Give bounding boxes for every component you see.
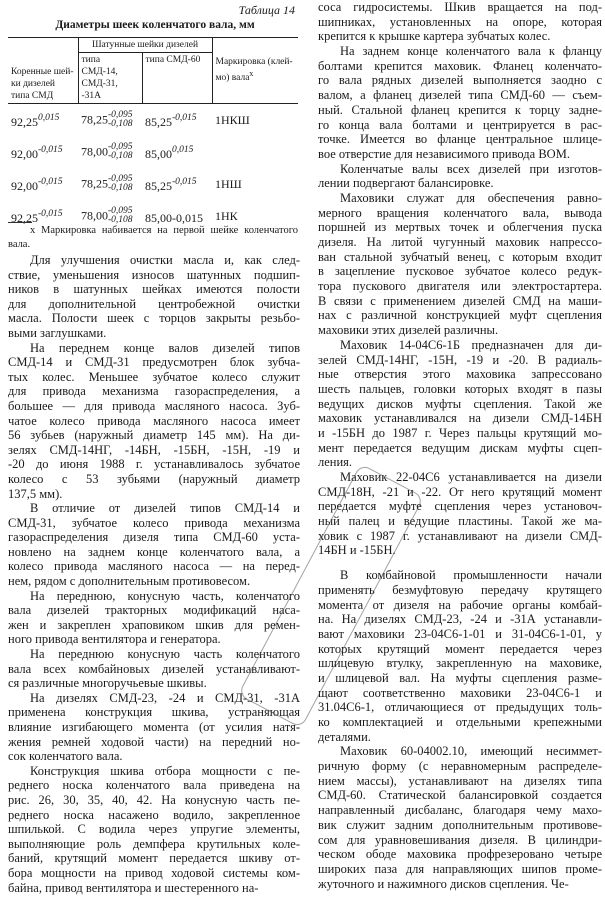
- text-line: ные отверстия этого маховика запрессовано: [318, 367, 602, 382]
- paragraph: [8, 589, 300, 647]
- text-line: Конструкция шкива отбора мощности с пе-: [30, 763, 300, 778]
- table-row: [8, 136, 298, 168]
- conrod-b-diameter: 85,25: [145, 115, 172, 129]
- main-journal-cell: [8, 136, 78, 168]
- text-line: газораспределения дизеля типа СМД-60 уста-: [8, 530, 300, 545]
- text-line: жуточного и нажимного дисков сцепления. Че-: [318, 876, 569, 891]
- header-marking-label: Маркировка (клеймо) вала: [215, 57, 293, 84]
- text-line: Маховик 14-04С6-1Б предназначен для ди-: [340, 337, 602, 352]
- marking-cell: [212, 136, 298, 168]
- text-line: На дизелях СМД-23, -24 и СМД-31, -31А: [30, 690, 300, 705]
- text-line: большее — для привода масляного насоса. Зуб-: [8, 398, 300, 413]
- text-line: направленный дисбаланс, благодаря чему махо-: [318, 803, 602, 818]
- text-line: ховик с 1987 г. устанавливают на дизели СМД-: [318, 528, 602, 543]
- text-line: 56 зубьев (наружный диаметр 145 мм). На ди-: [8, 428, 300, 443]
- text-line: нием массы), устанавливают на дизелях типа: [318, 773, 602, 788]
- text-line: зелях СМД-14НГ, -14БН, -15БН, -15Н, -19 и: [8, 442, 300, 457]
- text-line: В связи с применением дизелей СМД на маши-: [318, 293, 602, 308]
- text-line: и -15БН до 1987 г. Через пальцы крутящий мо-: [318, 425, 602, 440]
- text-line: маховики этих дизелей различны.: [318, 323, 499, 338]
- text-line: СМД-60. Статической балансировкой создается: [318, 788, 602, 803]
- conrod-a-cell: [78, 168, 142, 200]
- conrod-a-tolerance: [108, 207, 133, 226]
- text-line: щают соответственно маховики 23-04С6-1 и: [318, 685, 602, 700]
- text-line: крепится к крышке картера зубчатых колес.: [318, 29, 551, 44]
- conrod-a-tolerance: [108, 111, 133, 130]
- table-caption: Таблица 14: [238, 3, 295, 17]
- text-line: СМД-18Н, -21 и -22. От него крутящий момент: [318, 484, 602, 499]
- text-line: вала дизелей тракторных модификаций наса-: [8, 603, 300, 618]
- text-line: применена конструкция шкива, устраняющая: [8, 705, 300, 720]
- text-line: сом для уравновешивания дизеля. В цилиндри-: [318, 832, 602, 847]
- text-line: ствие, уменьшения износов шатунных подшип-: [8, 267, 300, 282]
- conrod-a-diameter: 78,00: [81, 207, 108, 222]
- lower-deviation: -0,108: [108, 183, 133, 193]
- text-line: ного привода вентилятора и генератора.: [8, 632, 221, 647]
- conrod-b-cell: [142, 136, 212, 168]
- main-journal-cell: [8, 168, 78, 200]
- text-line: байна, привод вентилятора и шестеренного на-: [8, 880, 259, 895]
- text-line: мерного вращения коленчатого вала, вывода: [318, 205, 602, 220]
- text-line: влияние изгибающего момента (от усилия натя-: [8, 720, 300, 734]
- text-line: вала всех комбайновых дизелей устанавливают-: [8, 661, 300, 676]
- text-line: бора мощности на привод ходовой системы ком-: [8, 865, 300, 880]
- text-line: 31.04С6-1, отличающиеся от предыдущих толь-: [318, 700, 602, 715]
- text-line: ван стальной зубчатый венец, с которым входит: [318, 249, 602, 264]
- text-line: и шлицевой вал. На муфты сцепления разме-: [318, 670, 602, 685]
- text-line: в зацепление пусковое зубчатое колесо редук-: [318, 264, 602, 279]
- text-line: нах с различной конструкцией муфт сцепления: [318, 308, 602, 323]
- header-conrod-smd60: типа СМД-60: [142, 53, 212, 104]
- upper-deviation: -0,095: [108, 141, 133, 152]
- paragraph: [8, 341, 300, 502]
- text-line: 14БН и -15БН.: [318, 543, 396, 558]
- text-line: шипниках, установленных на опоре, которая: [318, 14, 602, 29]
- text-line: болтами крепится маховик. Фланец коленчато-: [318, 58, 602, 73]
- conrod-b-tolerance: -0,015: [172, 113, 197, 123]
- text-line: новлено на заднем конце коленчатого вала, а: [8, 544, 300, 559]
- text-line: го вала рядных дизелей выполняется заодно с: [318, 73, 602, 88]
- text-line: ведущих дисков муфты сцепления. Такой же: [318, 396, 602, 411]
- paragraph: [8, 253, 300, 341]
- conrod-a-diameter: 78,25: [81, 175, 108, 190]
- text-line: мент передается ведущим дискам муфты сцеп-: [318, 440, 602, 455]
- footnote-mark: x: [249, 69, 254, 79]
- text-line: передается муфте сцепления через установоч-: [318, 499, 602, 514]
- text-line: тора пускового двигателя или электростартера.: [318, 279, 602, 294]
- table-footnote: [8, 224, 298, 251]
- text-line: ческом ободе маховика профрезеровано четыре: [318, 847, 602, 862]
- text-line: точке. Имеется во фланце центральное шлице-: [318, 132, 602, 147]
- text-line: ников в шатунных шейках имеются полости: [8, 282, 300, 297]
- text-line: выми заглушками.: [8, 325, 107, 340]
- text-line: -20 до июня 1988 г. устанавливалось зубчатое: [8, 457, 300, 472]
- conrod-b-cell: [142, 104, 212, 137]
- text-line: шпилькой. С водила через упругие элементы,: [8, 822, 300, 837]
- upper-deviation: -0,095: [108, 205, 133, 216]
- paragraph: [318, 191, 602, 338]
- text-line: СМД-14 и СМД-31 предусмотрен блок зубча-: [8, 355, 300, 370]
- text-line: Для улучшения очистки масла и, как след-: [30, 253, 300, 267]
- conrod-a-cell: [78, 104, 142, 137]
- text-line: шесть пальцев, головки которых входят в пазы: [318, 381, 602, 396]
- left-text-column: [8, 253, 300, 895]
- text-line: В отличие от дизелей типов СМД-14 и: [30, 501, 300, 516]
- text-line: поршней из мертвых точек и облегчения пуска: [318, 220, 602, 235]
- text-line: на. На дизелях СМД-23, -24 и -31А устанавли-: [318, 612, 602, 627]
- text-line: для дополнительной центробежной очистки: [8, 296, 300, 311]
- text-line: чатое колесо привода масляного насоса имеет: [8, 413, 300, 428]
- crankshaft-journal-table: [8, 37, 298, 232]
- main-tolerance: 0,015: [38, 113, 60, 123]
- lower-deviation: -0,108: [108, 119, 133, 129]
- main-diameter: 92,00: [11, 179, 38, 193]
- text-line: рис. 26, 30, 35, 40, 42. На конусную часть пе-: [8, 792, 300, 807]
- paragraph: [318, 44, 602, 162]
- text-line: широких паза для направляющих шипов проме-: [318, 861, 602, 876]
- conrod-a-diameter: 78,25: [81, 111, 108, 126]
- text-line: ления.: [318, 455, 353, 470]
- conrod-b-diameter: 85,00-0,015: [145, 211, 203, 225]
- text-line: зелей СМД-14НГ, -15Н, -19 и -20. В радиаль-: [318, 352, 602, 367]
- marking-cell: 1НКШ: [215, 113, 250, 127]
- main-tolerance: -0,015: [38, 145, 63, 155]
- conrod-a-cell: [78, 136, 142, 168]
- table-title: Диаметры шеек коленчатого вала, мм: [55, 19, 255, 31]
- lower-deviation: -0,108: [108, 151, 133, 161]
- text-line: Маховики служат для обеспечения равно-: [340, 190, 602, 205]
- text-line: жен и закреплен храповиком шкив для ремен-: [8, 617, 300, 632]
- text-line: ричную форму (с неравномерным распределе-: [318, 759, 602, 774]
- main-journal-cell: [8, 104, 78, 137]
- text-line: колесо привода масляного насоса — на перед-: [8, 559, 300, 574]
- upper-deviation: -0,095: [108, 173, 133, 184]
- text-line: Маховик 60-04002.10, имеющий несиммет-: [340, 744, 602, 759]
- text-line: Маховик 22-04С6 устанавливается на дизели: [340, 470, 602, 484]
- paragraph: [318, 162, 602, 191]
- paragraph: [8, 764, 300, 895]
- marking-cell: 1НШ: [215, 177, 242, 191]
- conrod-b-tolerance: 0,015: [172, 145, 194, 155]
- text-line: выполняющие роль демпфера крутильных коле-: [8, 836, 300, 851]
- text-line: ко комплектацией и отдельными крепежными: [318, 715, 602, 729]
- text-line: На переднем конце валов дизелей типов: [30, 340, 300, 355]
- text-line: На переднюю, конусную часть, коленчатого: [30, 588, 300, 603]
- text-line: На заднем конце коленчатого вала к фланцу: [340, 44, 602, 59]
- text-line: момента от дизеля на рабочие органы комбай-: [318, 597, 602, 612]
- main-tolerance: -0,015: [38, 209, 63, 219]
- main-tolerance: -0,015: [38, 177, 63, 187]
- conrod-b-cell: [142, 168, 212, 200]
- conrod-b-diameter: 85,00: [145, 147, 172, 161]
- text-line: ный. Стальной фланец крепится к торцу задне-: [318, 102, 602, 117]
- table-row: [8, 168, 298, 200]
- paragraph: [318, 470, 602, 558]
- text-line: деталями.: [318, 729, 371, 744]
- text-line: вик служит задним дополнительным противове-: [318, 817, 602, 832]
- main-diameter: 92,25: [11, 115, 38, 129]
- text-line: В комбайновой промышленности начали: [340, 568, 602, 583]
- right-text-column: [318, 0, 602, 891]
- text-line: колесо с 53 зубьями (наружный диаметр: [8, 471, 300, 486]
- paragraph-gap: [318, 558, 602, 568]
- text-line: масла. Полости шеек с торцов закрыты резьбо-: [8, 311, 300, 326]
- conrod-a-diameter: 78,00: [81, 143, 108, 158]
- text-line: сок коленчатого вала.: [8, 749, 123, 764]
- conrod-a-tolerance: [108, 143, 133, 162]
- text-line: реднего носка коленчатого вала приведена на: [8, 778, 300, 793]
- paragraph: [318, 0, 602, 44]
- text-line: нем, рядом с дополнительным противовесом.: [8, 574, 251, 589]
- table-row: [8, 104, 298, 137]
- footnote-line: вала.: [8, 238, 31, 250]
- text-line: применять безмуфтовую передачу крутящего: [318, 582, 602, 597]
- text-line: ся различные многоручьевые шкивы.: [8, 676, 207, 691]
- text-line: маховик устанавливался на дизели СМД-14БН: [318, 411, 602, 426]
- text-line: вое отверстие для независимого привода ВОМ.: [318, 146, 570, 161]
- paragraph: [318, 568, 602, 744]
- main-diameter: 92,25: [11, 211, 38, 225]
- text-line: валом, а фланец дизелей типа СМД-60 — съем-: [318, 88, 602, 103]
- footnote-rule: [8, 222, 32, 223]
- text-line: жения ремней ходовой части) на передний но-: [8, 734, 300, 749]
- paragraph: [8, 501, 300, 589]
- upper-deviation: -0,095: [108, 109, 133, 120]
- text-line: вают маховики 23-04С6-1-01 и 31-04С6-1-01, у: [318, 626, 602, 641]
- lower-deviation: -0,108: [108, 215, 133, 225]
- text-line: тых колес. Меньшее зубчатое колесо служит: [8, 369, 300, 384]
- text-line: соса гидросистемы. Шкив вращается на под-: [318, 0, 602, 14]
- text-line: ный палец и ведущие пластины. Такой же ма-: [318, 514, 602, 529]
- main-diameter: 92,00: [11, 147, 38, 161]
- text-line: которых крутящий момент передается через: [318, 641, 602, 656]
- text-line: СМД-31, зубчатое колесо привода механизма: [8, 515, 300, 530]
- text-line: дизеля. На литой чугунный маховик напрессо-: [318, 235, 602, 249]
- text-line: 137,5 мм).: [8, 486, 63, 501]
- header-conrod-group: Шатунные шейки дизелей: [78, 38, 212, 53]
- paragraph: [8, 691, 300, 764]
- conrod-b-tolerance: -0,015: [172, 177, 197, 187]
- header-conrod-smd14-31: типа СМД-14, СМД-31, -31А: [78, 53, 142, 104]
- text-line: На переднюю конусную часть коленчатого: [30, 647, 300, 662]
- footnote-line: x Маркировка набивается на первой шейке коленчатого: [30, 225, 298, 236]
- conrod-a-tolerance: [108, 175, 133, 194]
- text-line: баний, крутящий момент передается шкиву от-: [8, 851, 300, 866]
- marking-cell: 1НК: [215, 209, 238, 223]
- text-line: Коленчатые валы всех дизелей при изготов-: [340, 161, 602, 176]
- text-line: шлицевую втулку, закрепленную на маховике,: [318, 656, 602, 671]
- header-marking: [212, 38, 298, 104]
- text-line: реднего носка насажено водило, закрепленное: [8, 807, 300, 822]
- text-line: лении подвергают балансировке.: [318, 176, 494, 191]
- paragraph: [8, 647, 300, 691]
- text-line: го конца вала болтами и центрируется в рас-: [318, 117, 602, 132]
- conrod-b-diameter: 85,25: [145, 179, 172, 193]
- paragraph: [318, 338, 602, 470]
- text-line: для привода механизма газораспределения, а: [8, 384, 300, 399]
- paragraph: [318, 744, 602, 891]
- header-main-journals: Коренные шейки дизелей типа СМД: [11, 67, 74, 101]
